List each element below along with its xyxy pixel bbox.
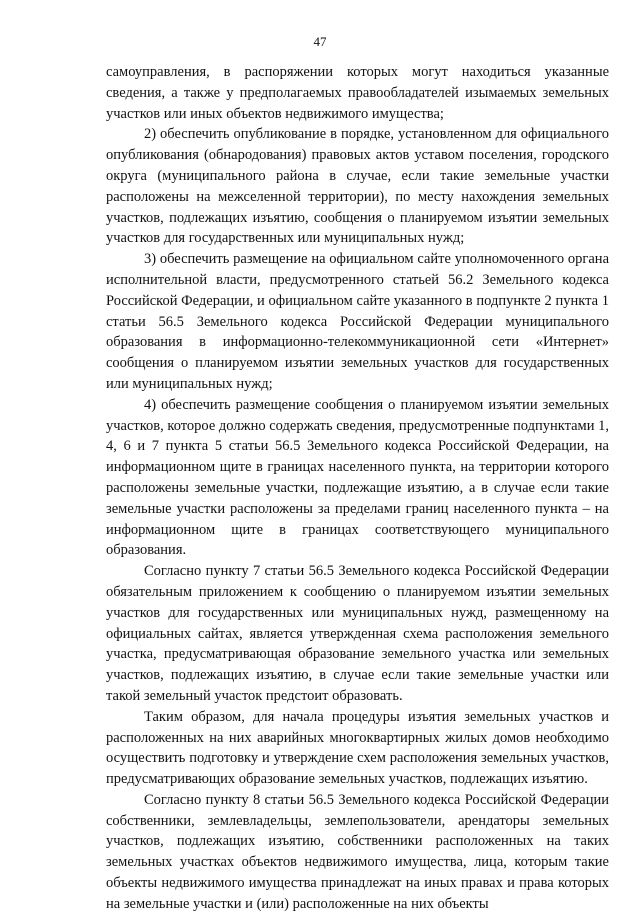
paragraph-continuation: самоуправления, в распоряжении которых могут находиться указанные сведения, а также у предполагаемых правообладателей изымаемых земельных участков или иных объектов недвижимого имущества; <box>106 64 609 122</box>
paragraph-item-3: 3) обеспечить размещение на официальном сайте уполномоченного органа исполнительной власти, предусмотренного статьей 56.2 Земельного кодекса Российской Федерации, и официальном сайте указанного в подпункте 2 пункта 1 статьи 56.5 Земельного кодекса Российской Федерации муниципального образования в информационно-телекоммуникационной сети «Интернет» сообщения о планируемом изъятии земельных участков для государственных или муниципальных нужд; <box>106 251 609 392</box>
paragraph-article-7: Согласно пункту 7 статьи 56.5 Земельного кодекса Российской Федерации обязательным приложением к сообщению о планируемом изъятии земельных участков для государственных или муниципальных нужд, размещенному на официальных сайтах, является утвержденная схема расположения земельного участка, предусматривающая образование земельного участка или земельных участков, подлежащих изъятию, в случае если такие земельные участки или такой земельный участок предстоит образовать. <box>106 563 609 704</box>
paragraph-article-8: Согласно пункту 8 статьи 56.5 Земельного кодекса Российской Федерации собственники, землевладельцы, землепользователи, арендаторы земельных участков, подлежащих изъятию, собственники расположенных на таких земельных участках объектов недвижимого имущества, лица, которым такие объекты недвижимого имущества принадлежат на иных правах и права которых на земельные участки и (или) расположенные на них объекты <box>106 791 609 912</box>
document-body <box>106 62 609 915</box>
paragraph-item-4: 4) обеспечить размещение сообщения о планируемом изъятии земельных участков, которое должно содержать сведения, предусмотренные подпунктами 1, 4, 6 и 7 пункта 5 статьи 56.5 Земельного кодекса Российской Федерации, на информационном щите в границах населенного пункта, на территории которого расположены земельные участки, подлежащие изъятию, а в случае если такие земельные участки расположены за пределами границ населенного пункта – на информационном щите в границах соответствующего муниципального образования. <box>106 396 609 559</box>
paragraph-conclusion: Таким образом, для начала процедуры изъятия земельных участков и расположенных на них аварийных многоквартирных жилых домов необходимо осуществить подготовку и утверждение схем расположения земельных участков, предусматривающих образование земельных участков, подлежащих изъятию. <box>106 708 609 788</box>
paragraph-item-2: 2) обеспечить опубликование в порядке, установленном для официального опубликования (обнародования) правовых актов уставом поселения, городского округа (муниципального района в случае, если такие земельные участки расположены на межселенной территории), по месту нахождения земельных участков, подлежащих изъятию, сообщения о планируемом изъятии земельных участков для государственных или муниципальных нужд; <box>106 126 609 247</box>
page-number: 47 <box>313 34 327 49</box>
